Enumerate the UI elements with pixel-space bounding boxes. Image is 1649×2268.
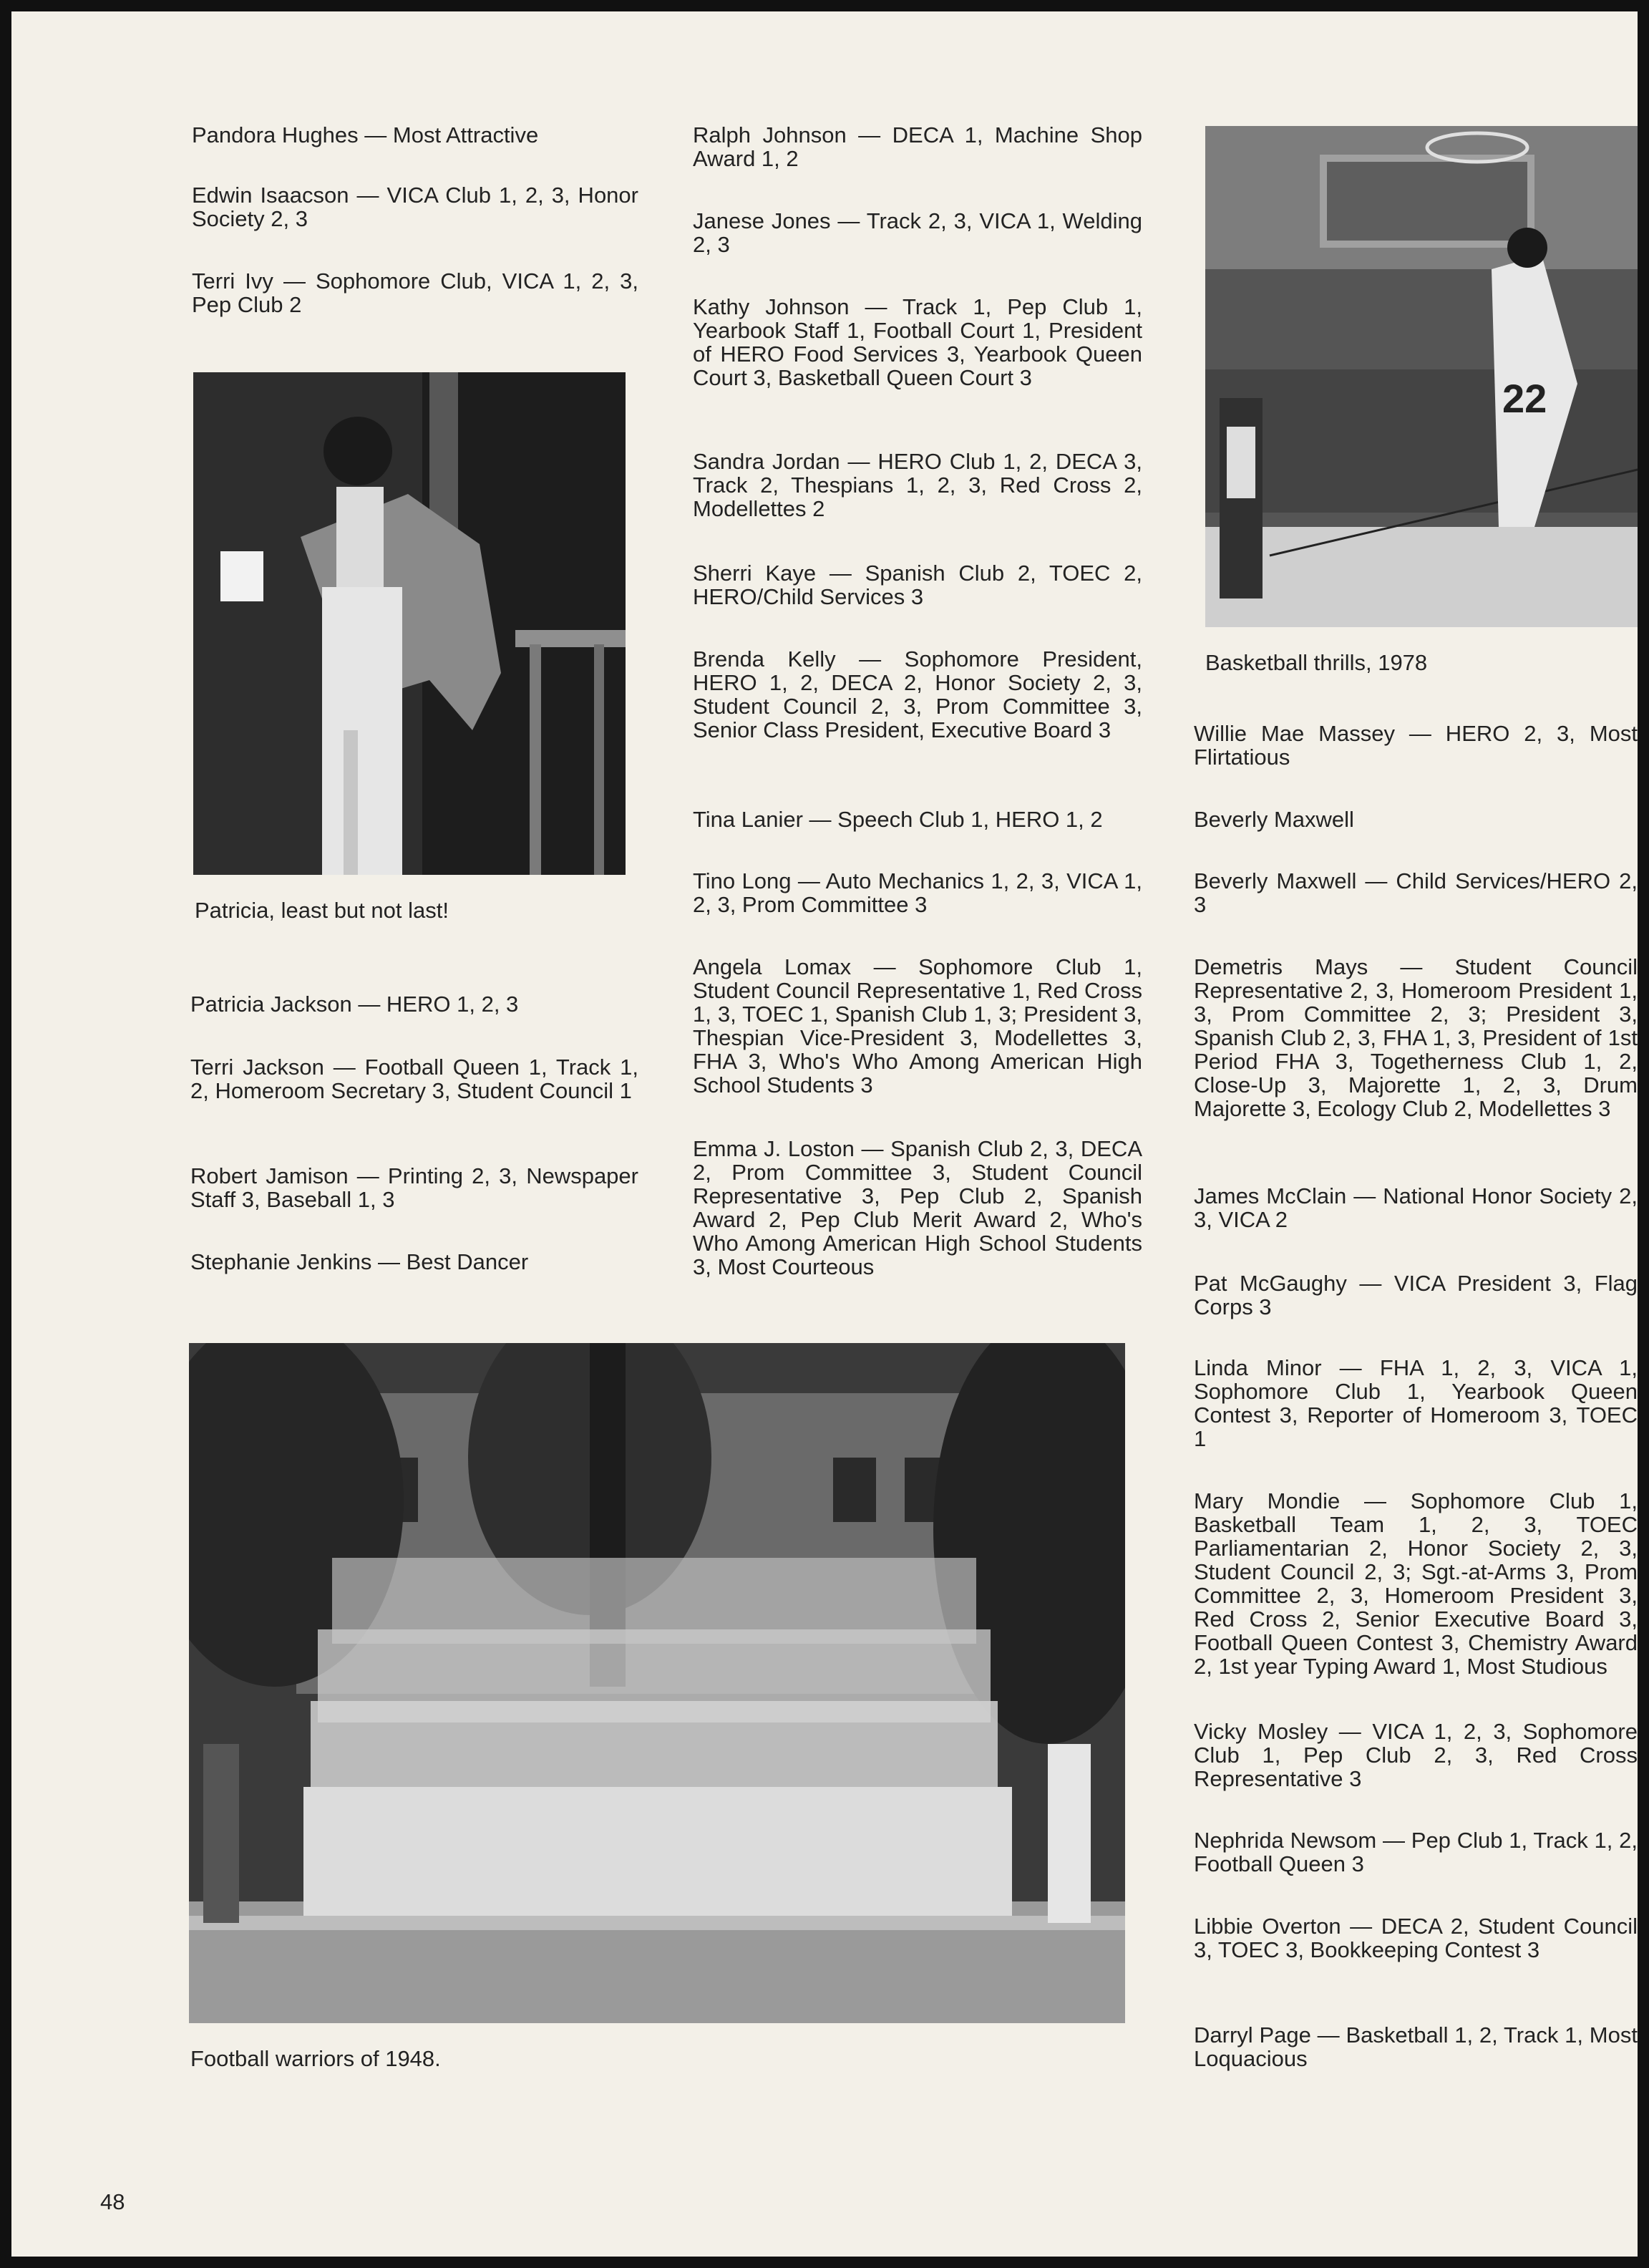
entry: Beverly Maxwell — Child Services/HERO 2, 3 <box>1194 868 1638 917</box>
football-photo-graphic <box>189 1343 1125 2023</box>
basketball-caption: Basketball thrills, 1978 <box>1205 650 1428 675</box>
entry: Patricia Jackson — HERO 1, 2, 3 <box>190 992 519 1017</box>
entry: Robert Jamison — Printing 2, 3, Newspaper Staff 3, Baseball 1, 3 <box>190 1163 638 1212</box>
jersey-number: 22 <box>1502 376 1547 421</box>
entry: Vicky Mosley — VICA 1, 2, 3, Sophomore Club 1, Pep Club 2, 3, Red Cross Representative 3 <box>1194 1719 1638 1791</box>
patricia-caption: Patricia, least but not last! <box>195 898 449 923</box>
patricia-photo-graphic <box>193 372 626 875</box>
entry: Stephanie Jenkins — Best Dancer <box>190 1249 529 1274</box>
entry: Demetris Mays — Student Council Representative 2, 3, Homeroom President 1, 3, Prom Committee 2, 3; President 3, Spanish Club 2, 3, FHA 1, 3, President of 1st Period FHA 3, Togetherness Club 1, 2, Close-Up 3, Majorette 1, 2, 3, Drum Majorette 3, Ecology Club 2, Modellettes 3 <box>1194 954 1638 1121</box>
entry: Sherri Kaye — Spanish Club 2, TOEC 2, HERO/Child Services 3 <box>693 561 1142 609</box>
entry: Angela Lomax — Sophomore Club 1, Student Council Representative 1, Red Cross 1, 3, TOEC 1, Spanish Club 1, 3; President 3, Thespian Vice-President 3, Modellettes 3, FHA 3, Who's Who Among American High School Students 3 <box>693 954 1142 1097</box>
entry: Willie Mae Massey — HERO 2, 3, Most Flirtatious <box>1194 721 1638 770</box>
page-number: 48 <box>100 2189 125 2214</box>
entry: Terri Ivy — Sophomore Club, VICA 1, 2, 3, Pep Club 2 <box>192 268 638 317</box>
entry: Libbie Overton — DECA 2, Student Council 3, TOEC 3, Bookkeeping Contest 3 <box>1194 1914 1638 1962</box>
entry: Kathy Johnson — Track 1, Pep Club 1, Yearbook Staff 1, Football Court 1, President of HERO Food Services 3, Yearbook Queen Court 3, Basketball Queen Court 3 <box>693 294 1142 390</box>
patricia-photo <box>193 372 626 875</box>
entry: Edwin Isaacson — VICA Club 1, 2, 3, Honor Society 2, 3 <box>192 183 638 231</box>
entry: Terri Jackson — Football Queen 1, Track 1, 2, Homeroom Secretary 3, Student Council 1 <box>190 1055 638 1103</box>
basketball-photo <box>1205 126 1638 627</box>
entry: Brenda Kelly — Sophomore President, HERO 1, 2, DECA 2, Honor Society 2, 3, Student Council 2, 3, Prom Committee 3, Senior Class President, Executive Board 3 <box>693 646 1142 742</box>
entry: Darryl Page — Basketball 1, 2, Track 1, Most Loquacious <box>1194 2022 1638 2071</box>
yearbook-page <box>11 11 1638 2257</box>
entry: Ralph Johnson — DECA 1, Machine Shop Award 1, 2 <box>693 122 1142 171</box>
entry: Pat McGaughy — VICA President 3, Flag Corps 3 <box>1194 1271 1638 1319</box>
entry: Tino Long — Auto Mechanics 1, 2, 3, VICA 1, 2, 3, Prom Committee 3 <box>693 868 1142 917</box>
entry: Janese Jones — Track 2, 3, VICA 1, Welding 2, 3 <box>693 208 1142 257</box>
football-caption: Football warriors of 1948. <box>190 2046 441 2071</box>
basketball-photo-graphic <box>1205 126 1638 627</box>
entry: Nephrida Newsom — Pep Club 1, Track 1, 2, Football Queen 3 <box>1194 1828 1638 1876</box>
entry: Linda Minor — FHA 1, 2, 3, VICA 1, Sophomore Club 1, Yearbook Queen Contest 3, Reporter of Homeroom 3, TOEC 1 <box>1194 1355 1638 1451</box>
entry: James McClain — National Honor Society 2, 3, VICA 2 <box>1194 1183 1638 1232</box>
entry: Emma J. Loston — Spanish Club 2, 3, DECA 2, Prom Committee 3, Student Council Representative 3, Pep Club 2, Spanish Award 2, Pep Club Merit Award 2, Who's Who Among American High School Students 3, Most Courteous <box>693 1136 1142 1279</box>
entry: Tina Lanier — Speech Club 1, HERO 1, 2 <box>693 807 1103 832</box>
entry: Sandra Jordan — HERO Club 1, 2, DECA 3, Track 2, Thespians 1, 2, 3, Red Cross 2, Modellettes 2 <box>693 449 1142 521</box>
entry: Mary Mondie — Sophomore Club 1, Basketball Team 1, 2, 3, TOEC Parliamentarian 2, Honor Society 2, 3, Student Council 2, 3; Sgt.-at-Arms 3, Prom Committee 2, 3, Homeroom President 3, Red Cross 2, Senior Executive Board 3, Football Queen Contest 3, Chemistry Award 2, 1st year Typing Award 1, Most Studious <box>1194 1488 1638 1679</box>
entry: Beverly Maxwell <box>1194 807 1354 832</box>
football-photo <box>189 1343 1125 2023</box>
entry: Pandora Hughes — Most Attractive <box>192 122 539 147</box>
